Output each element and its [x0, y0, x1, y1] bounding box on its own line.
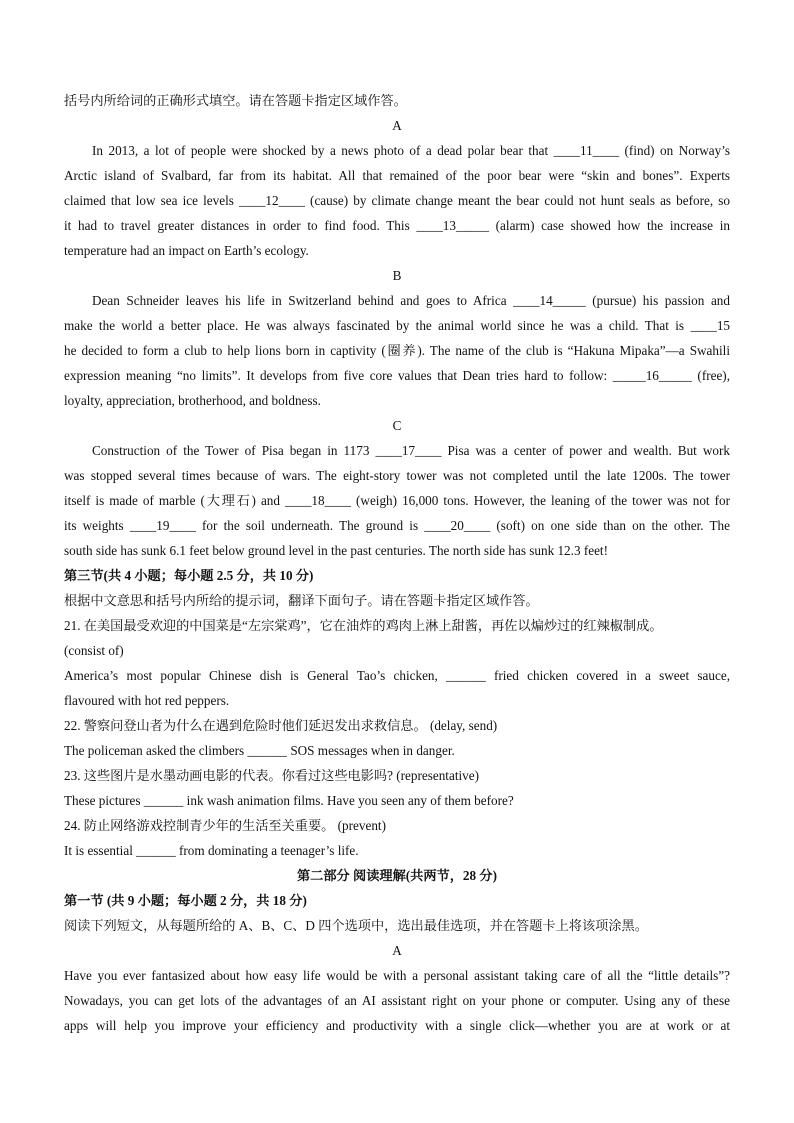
text-line: 22. 警察问登山者为什么在遇到危险时他们延迟发出求救信息。 (delay, send) — [64, 718, 498, 733]
text-line: 21. 在美国最受欢迎的中国菜是“左宗棠鸡”，它在油炸的鸡肉上淋上甜酱，再佐以煸炒过的红辣椒制成。 — [64, 618, 663, 633]
text-line: claimed that low sea ice levels ____12____ (cause) by climate change meant the bear could not hunt seals as before, so — [64, 193, 730, 208]
text-line: make the world a better place. He was always fascinated by the animal world since he was a child. That is ____15 — [64, 318, 730, 333]
text-line: A — [392, 943, 402, 958]
text-line: 括号内所给词的正确形式填空。请在答题卡指定区域作答。 — [64, 93, 407, 108]
text-line: America’s most popular Chinese dish is General Tao’s chicken, ______ fried chicken covered in a sweet sauce, — [64, 668, 730, 683]
text-line: Dean Schneider leaves his life in Switzerland behind and goes to Africa ____14_____ (pursue) his passion and — [92, 293, 730, 308]
text-line: expression meaning “no limits”. It develops from five core values that Dean tries hard to follow: _____16_____ (free), — [64, 368, 730, 383]
text-line: 第三节(共 4 小题；每小题 2.5 分，共 10 分) — [64, 568, 314, 583]
text-line: 根据中文意思和括号内所给的提示词，翻译下面句子。请在答题卡指定区域作答。 — [64, 593, 539, 608]
text-line: It is essential ______ from dominating a teenager’s life. — [64, 843, 359, 858]
text-line: In 2013, a lot of people were shocked by a news photo of a dead polar bear that ____11____ (find) on Norway’s — [92, 143, 730, 158]
text-line: C — [392, 418, 402, 433]
text-line: The policeman asked the climbers ______ SOS messages when in danger. — [64, 743, 455, 758]
text-line: 第二部分 阅读理解(共两节，28 分) — [296, 868, 497, 883]
text-line: he decided to form a club to help lions born in captivity (圈养). The name of the club is “Hakuna Mipaka”—a Swahili — [64, 343, 730, 358]
text-line: Have you ever fantasized about how easy life would be with a personal assistant taking care of all the “little details”? — [64, 968, 730, 983]
text-line: Nowadays, you can get lots of the advantages of an AI assistant right on your phone or computer. Using any of these — [64, 993, 730, 1008]
text-line: itself is made of marble (大理石) and ____18____ (weigh) 16,000 tons. However, the leaning of the tower was not for — [64, 493, 730, 508]
text-line: A — [392, 118, 402, 133]
text-line: (consist of) — [64, 643, 124, 658]
text-line: 24. 防止网络游戏控制青少年的生活至关重要。 (prevent) — [64, 818, 386, 833]
text-line: 阅读下列短文，从每题所给的 A、B、C、D 四个选项中，选出最佳选项，并在答题卡上将该项涂黑。 — [64, 918, 648, 933]
text-line: B — [392, 268, 402, 283]
text-line: its weights ____19____ for the soil underneath. The ground is ____20____ (soft) on one side than on the other. The — [64, 518, 730, 533]
text-line: it had to travel greater distances in order to find food. This ____13_____ (alarm) case showed how the increase in — [64, 218, 730, 233]
document-body — [64, 88, 730, 1038]
text-line: south side has sunk 6.1 feet below ground level in the past centuries. The north side has sunk 12.3 feet! — [64, 543, 608, 558]
text-line: flavoured with hot red peppers. — [64, 693, 230, 708]
text-line: was stopped several times because of wars. The eight-story tower was not completed until the late 1200s. The tower — [64, 468, 730, 483]
text-line: loyalty, appreciation, brotherhood, and boldness. — [64, 393, 321, 408]
text-line: temperature had an impact on Earth’s ecology. — [64, 243, 309, 258]
text-line: Arctic island of Svalbard, far from its habitat. All that remained of the poor bear were “skin and bones”. Experts — [64, 168, 730, 183]
text-line: 第一节 (共 9 小题；每小题 2 分，共 18 分) — [64, 893, 307, 908]
text-line: apps will help you improve your efficiency and productivity with a single click—whether you are at work or at — [64, 1018, 730, 1033]
text-line: These pictures ______ ink wash animation films. Have you seen any of them before? — [64, 793, 514, 808]
text-line: 23. 这些图片是水墨动画电影的代表。你看过这些电影吗? (representative) — [64, 768, 479, 783]
text-line: Construction of the Tower of Pisa began in 1173 ____17____ Pisa was a center of power and wealth. But work — [92, 443, 730, 458]
